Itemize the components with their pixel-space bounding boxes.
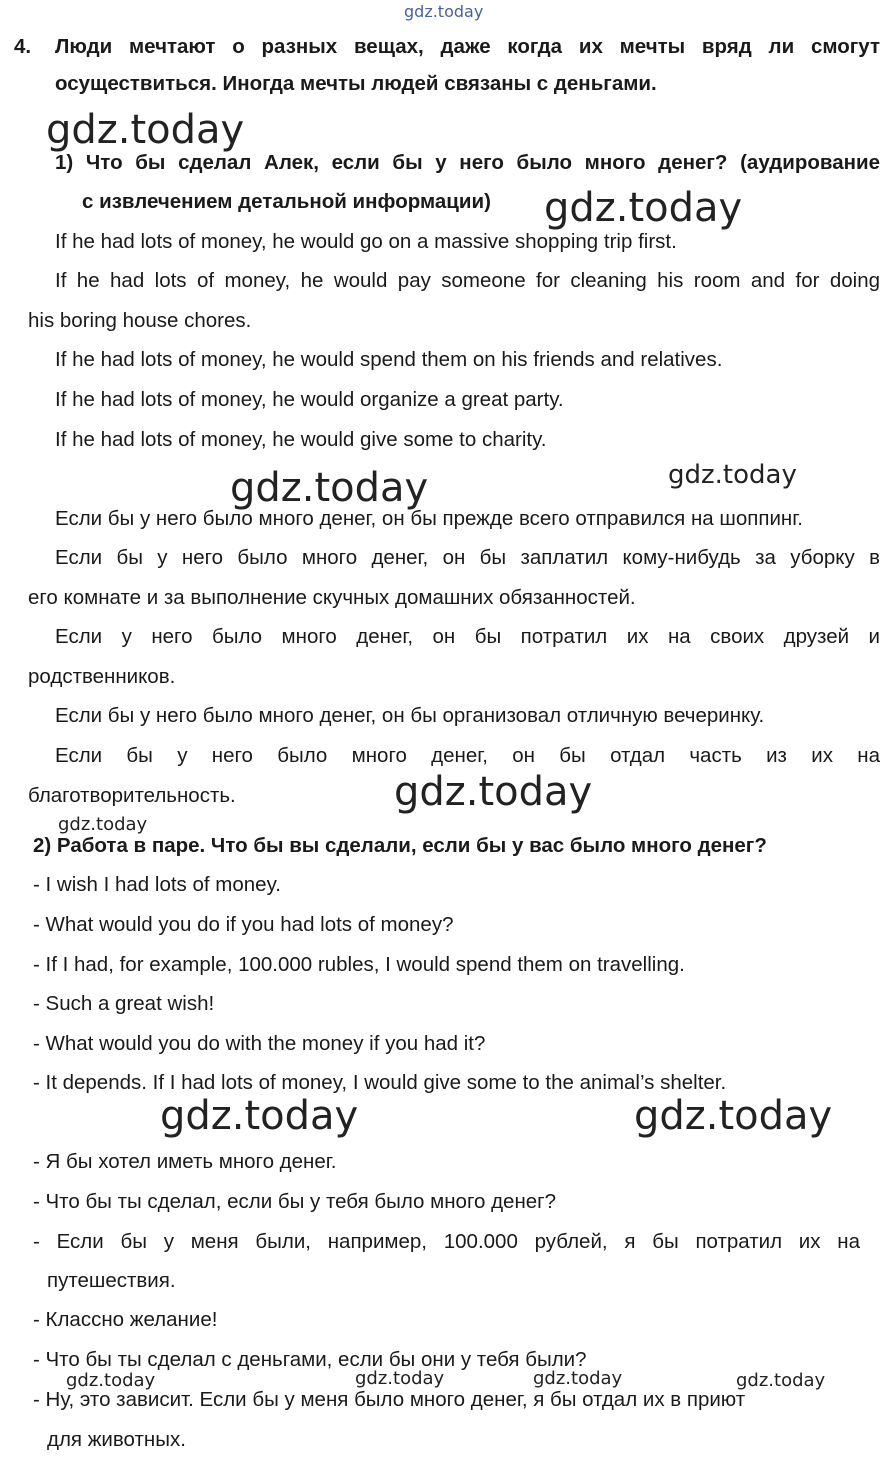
part1-english-line-4: If he had lots of money, he would organize a great party.: [55, 388, 564, 411]
part2-russian-line-3b: путешествия.: [47, 1269, 176, 1292]
part1-heading-line-2: с извлечением детальной информации): [82, 190, 491, 213]
part2-english-line-3: - If I had, for example, 100.000 rubles, I would spend them on travelling.: [33, 953, 685, 976]
part1-heading-line-1: 1) Что бы сделал Алек, если бы у него было много денег? (аудирование: [55, 151, 880, 174]
part2-russian-line-5: - Что бы ты сделал с деньгами, если бы они у тебя были?: [33, 1348, 587, 1371]
part1-russian-line-5b: благотворительность.: [28, 784, 236, 807]
watermark: gdz.today: [394, 769, 593, 815]
part2-russian-line-3a: - Если бы у меня были, например, 100.000 рублей, я бы потратил их на: [33, 1230, 860, 1253]
watermark: gdz.today: [230, 465, 429, 511]
part2-russian-line-6a: - Ну, это зависит. Если бы у меня было много денег, я бы отдал их в приют: [33, 1388, 746, 1411]
part2-russian-line-1: - Я бы хотел иметь много денег.: [33, 1150, 337, 1173]
watermark: gdz.today: [46, 107, 245, 153]
part1-russian-line-4: Если бы у него было много денег, он бы организовал отличную вечеринку.: [55, 704, 765, 727]
watermark: gdz.today: [355, 1368, 445, 1389]
exercise-intro-line-2: осуществиться. Иногда мечты людей связаны с деньгами.: [55, 72, 657, 95]
part2-english-line-5: - What would you do with the money if you had it?: [33, 1032, 486, 1055]
watermark: gdz.today: [66, 1370, 156, 1391]
part2-russian-line-6b: для животных.: [47, 1428, 186, 1451]
part1-russian-line-3a: Если у него было много денег, он бы потратил их на своих друзей и: [55, 625, 880, 648]
exercise-intro-line-1: Люди мечтают о разных вещах, даже когда их мечты вряд ли смогут: [55, 35, 880, 58]
part1-english-line-2b: his boring house chores.: [28, 309, 252, 332]
watermark: gdz.today: [634, 1093, 833, 1139]
watermark: gdz.today: [736, 1370, 826, 1391]
part2-english-line-4: - Such a great wish!: [33, 992, 215, 1015]
part1-russian-line-1: Если бы у него было много денег, он бы прежде всего отправился на шоппинг.: [55, 507, 803, 530]
watermark: gdz.today: [668, 460, 797, 490]
watermark: gdz.today: [58, 814, 148, 835]
part1-english-line-1: If he had lots of money, he would go on a massive shopping trip first.: [55, 230, 677, 253]
part2-english-line-1: - I wish I had lots of money.: [33, 873, 282, 896]
part1-russian-line-2a: Если бы у него было много денег, он бы заплатил кому-нибудь за уборку в: [55, 546, 880, 569]
part1-russian-line-2b: его комнате и за выполнение скучных домашних обязанностей.: [28, 586, 636, 609]
part1-english-line-5: If he had lots of money, he would give some to charity.: [55, 428, 547, 451]
part1-russian-line-5a: Если бы у него было много денег, он бы отдал часть из их на: [55, 744, 880, 767]
watermark-top: gdz.today: [404, 2, 484, 21]
watermark: gdz.today: [533, 1368, 623, 1389]
exercise-number: 4.: [14, 35, 32, 58]
part1-russian-line-3b: родственников.: [28, 665, 176, 688]
part2-english-line-2: - What would you do if you had lots of money?: [33, 913, 454, 936]
part1-english-line-2a: If he had lots of money, he would pay someone for cleaning his room and for doing: [55, 269, 880, 292]
watermark: gdz.today: [544, 185, 743, 231]
watermark: gdz.today: [160, 1093, 359, 1139]
part1-english-line-3: If he had lots of money, he would spend them on his friends and relatives.: [55, 348, 723, 371]
part2-heading: 2) Работа в паре. Что бы вы сделали, если бы у вас было много денег?: [33, 834, 767, 857]
part2-russian-line-2: - Что бы ты сделал, если бы у тебя было много денег?: [33, 1190, 557, 1213]
part2-russian-line-4: - Классно желание!: [33, 1308, 218, 1331]
part2-english-line-6: - It depends. If I had lots of money, I would give some to the animal’s shelter.: [33, 1071, 727, 1094]
